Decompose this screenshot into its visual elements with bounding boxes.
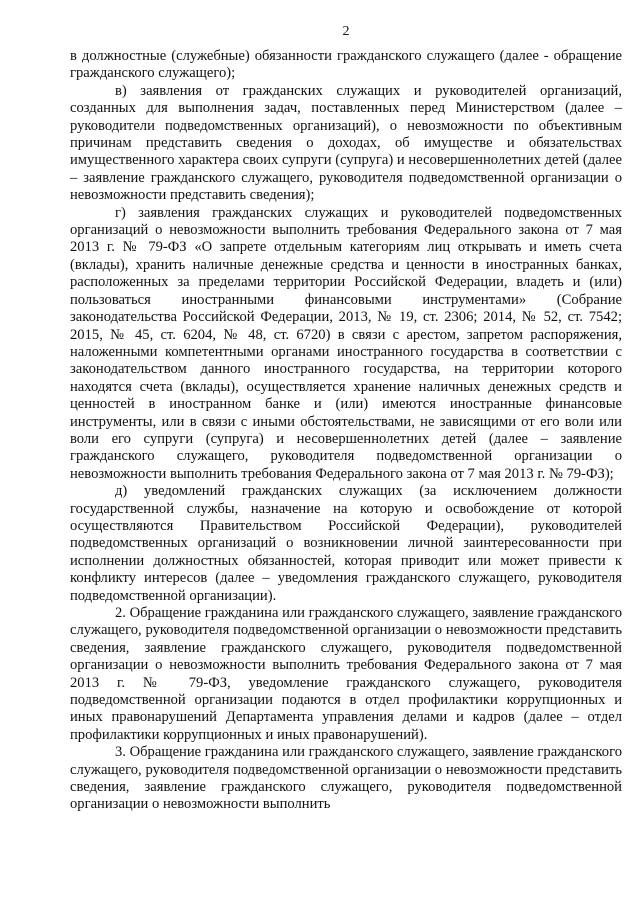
page-number: 2: [342, 24, 350, 39]
paragraph-item-g: г) заявления гражданских служащих и руководителей подведомственных организаций о невозможности выполнить требования Федерального закона от 7 мая 2013 г. № 79-ФЗ «О запрете отдельным категориям лиц открывать и иметь счета (вклады), хранить наличные денежные средства и ценности в иностранных банках, расположенных за пределами территории Российской Федерации, владеть и (или) пользоваться иностранными финансовыми инструментами» (Собрание законодательства Российской Федерации, 2013, № 19, ст. 2306; 2014, № 52, ст. 7542; 2015, № 45, ст. 6204, № 48, ст. 6720) в связи с арестом, запретом распоряжения, наложенными компетентными органами иностранного государства в соответствии с законодательством данного иностранного государства, на территории которого находятся счета (вклады), осуществляется хранение наличных денежных средств и ценностей в иностранном банке и (или) имеются иностранные финансовые инструменты, или в связи с иными обстоятельствами, не зависящими от его воли или воли его супруги (супруга) и несовершеннолетних детей (далее – заявление гражданского служащего, руководителя подведомственной организации о невозможности выполнить требования Федерального закона от 7 мая 2013 г. № 79-ФЗ);: [70, 204, 622, 482]
document-body: [70, 48, 622, 814]
paragraph-item-d: д) уведомлений гражданских служащих (за исключением должности государственной службы, назначение на которую и освобождение от которой осуществляются Правительством Российской Федерации), руководителей подведомственных организаций о возникновении личной заинтересованности при исполнении должностных обязанностей, которая приводит или может привести к конфликту интересов (далее – уведомления гражданского служащего, руководителя подведомственной организации).: [70, 483, 622, 604]
paragraph-section-3: 3. Обращение гражданина или гражданского служащего, заявление гражданского служащего, руководителя подведомственной организации о невозможности представить сведения, заявление гражданского служащего, руководителя подведомственной организации о невозможности выполнить: [70, 744, 623, 813]
paragraph-continuation: в должностные (служебные) обязанности гражданского служащего (далее - обращение гражданского служащего);: [70, 48, 622, 82]
paragraph-section-2: 2. Обращение гражданина или гражданского служащего, заявление гражданского служащего, руководителя подведомственной организации о невозможности представить сведения, заявление гражданского служащего, руководителя подведомственной организации о невозможности выполнить требования Федерального закона от 7 мая 2013 г. № 79-ФЗ, уведомление гражданского служащего, руководителя подведомственной организации подаются в отдел профилактики коррупционных и иных правонарушений Департамента управления делами и кадров (далее – отдел профилактики коррупционных и иных правонарушений).: [70, 605, 623, 743]
paragraph-item-v: в) заявления от гражданских служащих и руководителей организаций, созданных для выполнения задач, поставленных перед Министерством (далее – руководители подведомственных организаций), о невозможности по объективным причинам представить сведения о доходах, об имуществе и обязательствах имущественного характера своих супруги (супруга) и несовершеннолетних детей (далее – заявление гражданского служащего, руководителя подведомственной организации о невозможности представить сведения);: [70, 82, 622, 204]
